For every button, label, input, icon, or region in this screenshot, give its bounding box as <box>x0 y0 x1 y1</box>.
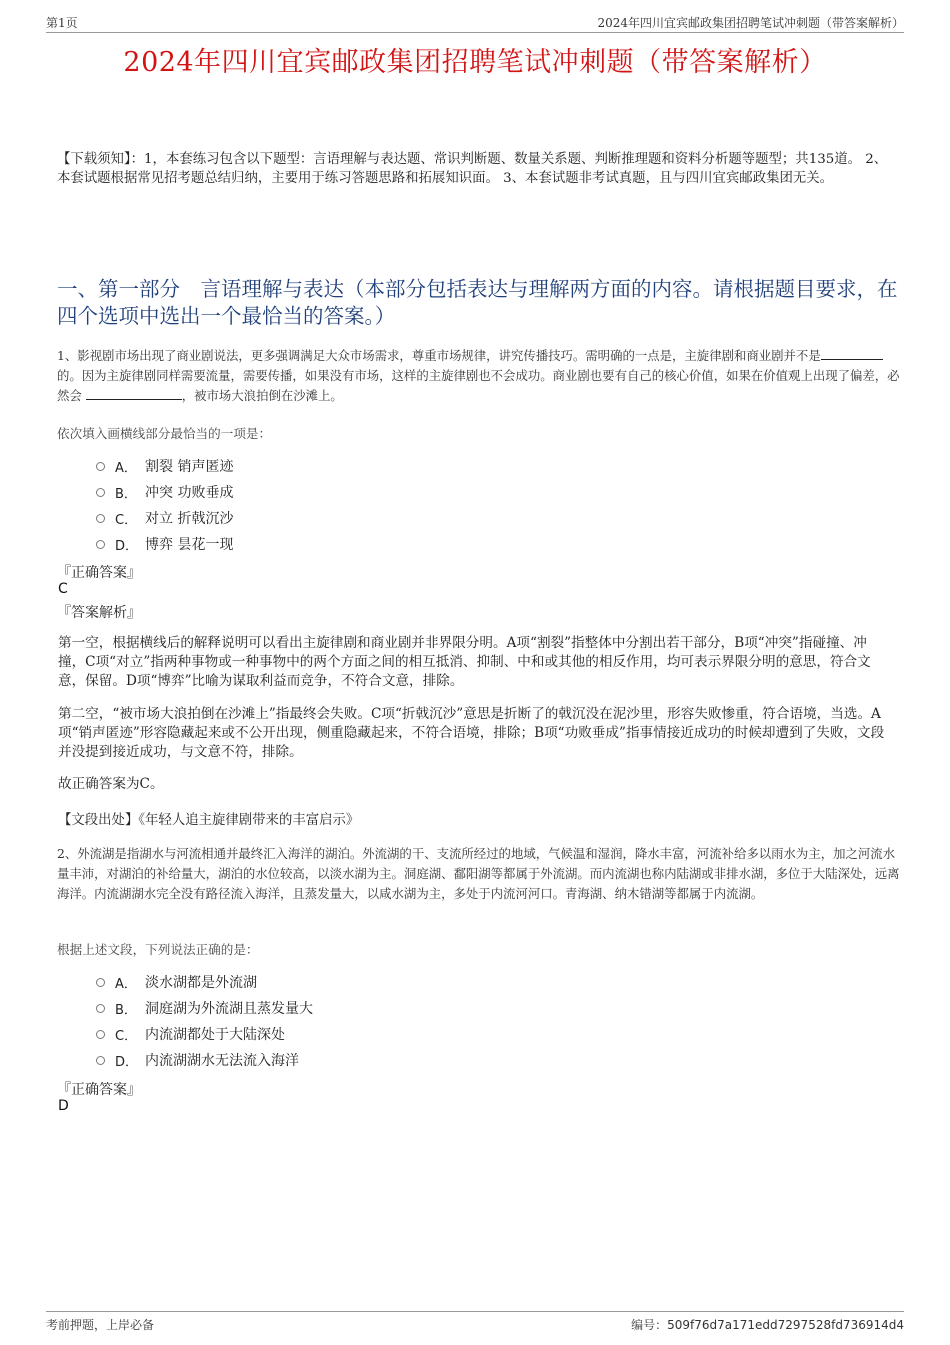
analysis-conclusion: 故正确答案为C。 <box>58 776 164 792</box>
option-a[interactable]: A． 淡水湖都是外流湖 <box>96 969 496 995</box>
question-2-stem: 2、外流湖是指湖水与河流相通并最终汇入海洋的湖泊。外流湖的干、支流所经过的地域，气候温和湿润，降水丰富，河流补给多以雨水为主，加之河流水量丰沛，对湖泊的补给量大，湖泊的水位较高，以淡水湖为主。洞庭湖、鄱阳湖等都属于外流湖。而内流湖也称内陆湖或非排水湖，多位于大陆深处，远离海洋。内流湖湖水完全没有路径流入海洋，且蒸发量大，以咸水湖为主，多处于内流河河口。青海湖、纳木错湖等都属于内流湖。 <box>57 846 900 901</box>
footer-slogan: 考前押题，上岸必备 <box>46 1318 155 1332</box>
answer-value: D <box>58 1098 69 1114</box>
blank-1 <box>821 346 883 360</box>
option-text: 洞庭湖为外流湖且蒸发量大 <box>145 1001 313 1017</box>
option-text: 对立 折戟沉沙 <box>145 511 234 527</box>
passage-source: 【文段出处】《年轻人追主旋律剧带来的丰富启示》 <box>58 813 360 828</box>
radio-icon[interactable] <box>96 1030 105 1039</box>
analysis-paragraph-2: 第二空，“被市场大浪拍倒在沙滩上”指最终会失败。C项“折戟沉沙”意思是折断了的戟沉没在泥沙里，形容失败惨重，符合语境，当选。A项“销声匿迹”形容隐藏起来或不公开出现，侧重隐藏起来，不符合语境，排除；B项“功败垂成”指事情接近成功的时候却遭到了失败，文段并没提到接近成功，与文意不符，排除。 <box>58 706 885 760</box>
option-text: 内流湖都处于大陆深处 <box>145 1027 285 1043</box>
answer-label: 『正确答案』 <box>57 1082 141 1098</box>
option-text: 割裂 销声匿迹 <box>145 459 234 475</box>
radio-icon[interactable] <box>96 1056 105 1065</box>
option-text: 博弈 昙花一现 <box>145 537 234 553</box>
blank-2 <box>86 386 182 400</box>
header-doc-title: 2024年四川宜宾邮政集团招聘笔试冲刺题（带答案解析） <box>597 16 904 30</box>
option-c[interactable]: C． 内流湖都处于大陆深处 <box>96 1021 496 1047</box>
analysis-paragraph-1: 第一空，根据横线后的解释说明可以看出主旋律剧和商业剧并非界限分明。A项“割裂”指整体中分割出若干部分，B项“冲突”指碰撞、冲撞，C项“对立”指两种事物或一种事物中的两个方面之间的相互抵消、抑制、中和或其他的相反作用，均可表示界限分明的意思，符合文意，保留。D项“博弈”比喻为谋取利益而竞争，不符合文意，排除。 <box>58 635 871 689</box>
question-1-text-a: 1、影视剧市场出现了商业剧说法，更多强调满足大众市场需求，尊重市场规律，讲究传播技巧。需明确的一点是，主旋律剧和商业剧并不是 <box>57 348 821 363</box>
question-1-prompt: 依次填入画横线部分最恰当的一项是： <box>57 426 272 441</box>
document-id: 编号：509f76d7a171edd7297528fd736914d4 <box>631 1318 904 1332</box>
option-text: 冲突 功败垂成 <box>145 485 234 501</box>
option-text: 淡水湖都是外流湖 <box>145 975 257 991</box>
option-text: 内流湖湖水无法流入海洋 <box>145 1053 299 1069</box>
option-d[interactable]: D． 内流湖湖水无法流入海洋 <box>96 1047 496 1073</box>
question-1-text-c: ，被市场大浪拍倒在沙滩上。 <box>181 388 343 403</box>
option-d[interactable]: D． 博弈 昙花一现 <box>96 531 496 557</box>
question-1-options <box>96 453 496 557</box>
analysis-label: 『答案解析』 <box>57 605 141 621</box>
radio-icon[interactable] <box>96 462 105 471</box>
radio-icon[interactable] <box>96 540 105 549</box>
question-1-stem <box>57 346 900 406</box>
page-header <box>46 14 904 33</box>
radio-icon[interactable] <box>96 488 105 497</box>
radio-icon[interactable] <box>96 1004 105 1013</box>
question-1-text-b: 的。因为主旋律剧同样需要流量，需要传播，如果没有市场，这样的主旋律剧也不会成功。商业剧也要有自己的核心价值，如果在价值观上出现了偏差，必然会 <box>57 368 900 403</box>
answer-label: 『正确答案』 <box>57 565 141 581</box>
radio-icon[interactable] <box>96 514 105 523</box>
page-number: 第1页 <box>46 16 78 30</box>
answer-value: C <box>58 581 68 597</box>
option-c[interactable]: C． 对立 折戟沉沙 <box>96 505 496 531</box>
page-title: 2024年四川宜宾邮政集团招聘笔试冲刺题（带答案解析） <box>123 47 827 78</box>
option-a[interactable]: A． 割裂 销声匿迹 <box>96 453 496 479</box>
page-footer <box>46 1311 904 1334</box>
option-b[interactable]: B． 冲突 功败垂成 <box>96 479 496 505</box>
radio-icon[interactable] <box>96 978 105 987</box>
section-heading: 一、第一部分 言语理解与表达（本部分包括表达与理解两方面的内容。请根据题目要求，在四个选项中选出一个最恰当的答案。） <box>57 277 898 328</box>
question-2-prompt: 根据上述文段，下列说法正确的是： <box>57 942 259 957</box>
question-2-options <box>96 969 496 1073</box>
option-b[interactable]: B． 洞庭湖为外流湖且蒸发量大 <box>96 995 496 1021</box>
download-notice: 【下载须知】：1，本套练习包含以下题型：言语理解与表达题、常识判断题、数量关系题、判断推理题和资料分析题等题型；共135道。 2、本套试题根据常见招考题总结归纳，主要用于练习答题思路和拓展知识面。 3、本套试题非考试真题，且与四川宜宾邮政集团无关。 <box>57 152 888 186</box>
